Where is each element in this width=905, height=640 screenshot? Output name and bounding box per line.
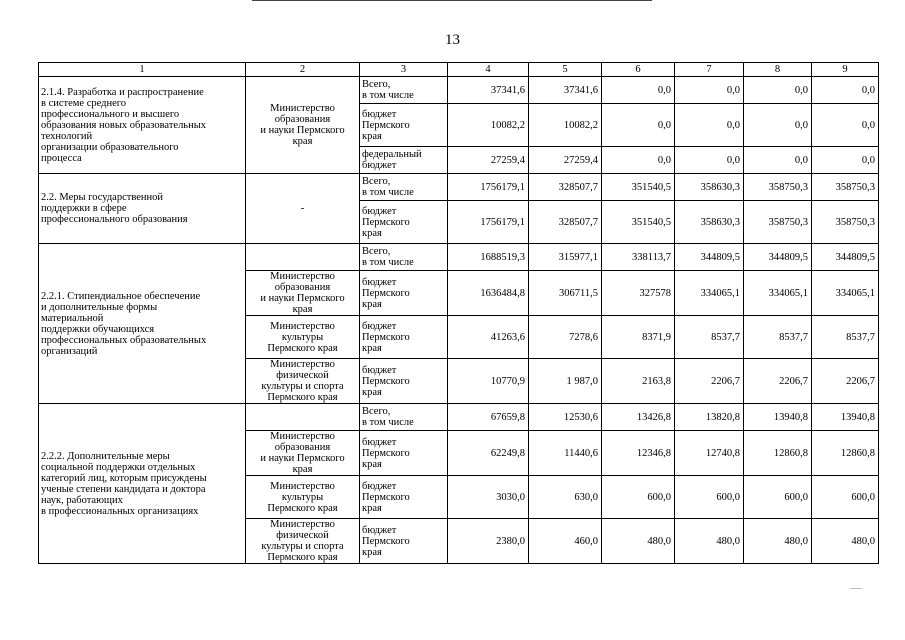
funding-source-line: в том числе — [362, 90, 414, 101]
amount-cell: 358750,3 — [744, 174, 812, 201]
ministry-line: - — [300, 203, 305, 214]
column-header: 6 — [602, 63, 675, 77]
ministry-line: культуры и спорта — [261, 381, 344, 392]
funding-source-line: Всего, — [362, 79, 391, 90]
amount-cell: 12860,8 — [812, 431, 879, 476]
measure-description-line: образования новых образовательных — [41, 119, 207, 131]
funding-source-line: в том числе — [362, 417, 414, 428]
funding-source-cell — [360, 359, 448, 404]
ministry-line: Пермского края — [267, 342, 338, 354]
amount-cell: 480,0 — [675, 519, 744, 564]
amount-cell: 13940,8 — [744, 404, 812, 431]
ministry-line: образования — [274, 442, 331, 453]
ministry-line: Министерство — [270, 359, 335, 370]
funding-source-line: края — [362, 458, 382, 470]
funding-source-cell — [360, 77, 448, 104]
amount-cell: 1756179,1 — [448, 174, 529, 201]
funding-source-line: бюджет — [362, 320, 397, 332]
amount-cell: 13820,8 — [675, 404, 744, 431]
amount-cell: 0,0 — [675, 147, 744, 174]
amount-cell: 600,0 — [675, 476, 744, 519]
column-header: 5 — [529, 63, 602, 77]
amount-cell: 358750,3 — [744, 201, 812, 244]
amount-cell: 1756179,1 — [448, 201, 529, 244]
amount-cell: 328507,7 — [529, 174, 602, 201]
funding-source-cell — [360, 147, 448, 174]
budget-table — [38, 62, 879, 564]
funding-source-line: Всего, — [362, 246, 391, 257]
column-header: 7 — [675, 63, 744, 77]
funding-source-line: Всего, — [362, 176, 391, 187]
measure-description-line: профессионального и высшего — [41, 108, 180, 120]
margin-mark — [850, 588, 862, 589]
ministry-line: Министерство — [270, 480, 335, 492]
column-header: 9 — [812, 63, 879, 77]
amount-cell: 0,0 — [812, 147, 879, 174]
amount-cell: 600,0 — [744, 476, 812, 519]
funding-source-line: бюджет — [362, 436, 397, 448]
amount-cell: 334065,1 — [675, 271, 744, 316]
amount-cell: 600,0 — [602, 476, 675, 519]
amount-cell: 13426,8 — [602, 404, 675, 431]
ministry-line: края — [292, 464, 313, 475]
amount-cell: 0,0 — [675, 104, 744, 147]
measure-description-line: 2.2. Меры государственной — [41, 192, 163, 203]
funding-source-line: Всего, — [362, 406, 391, 417]
amount-cell: 1 987,0 — [529, 359, 602, 404]
amount-cell: 358750,3 — [812, 174, 879, 201]
measure-description-line: процесса — [41, 152, 82, 164]
ministry-cell — [246, 244, 360, 271]
amount-cell: 0,0 — [675, 77, 744, 104]
ministry-cell — [246, 404, 360, 431]
funding-source-cell — [360, 104, 448, 147]
funding-source-line: в том числе — [362, 257, 414, 268]
amount-cell: 480,0 — [602, 519, 675, 564]
ministry-cell — [246, 519, 360, 564]
amount-cell: 2380,0 — [448, 519, 529, 564]
amount-cell: 0,0 — [602, 77, 675, 104]
amount-cell: 1636484,8 — [448, 271, 529, 316]
measure-description-line: поддержки обучающихся — [41, 323, 155, 335]
column-header: 8 — [744, 63, 812, 77]
amount-cell: 37341,6 — [529, 77, 602, 104]
measure-description-line: 2.2.1. Стипендиальное обеспечение — [41, 290, 201, 302]
table-row — [39, 404, 879, 431]
amount-cell: 8537,7 — [812, 316, 879, 359]
measure-description-line: технологий — [41, 130, 93, 142]
amount-cell: 334065,1 — [812, 271, 879, 316]
ministry-cell — [246, 431, 360, 476]
funding-source-cell — [360, 476, 448, 519]
funding-source-line: края — [362, 546, 382, 558]
ministry-cell — [246, 77, 360, 174]
measure-description-line: в системе среднего — [41, 97, 127, 109]
amount-cell: 27259,4 — [529, 147, 602, 174]
amount-cell: 351540,5 — [602, 201, 675, 244]
ministry-line: Министерство — [270, 519, 335, 530]
amount-cell: 327578 — [602, 271, 675, 316]
ministry-line: и науки Пермского — [260, 453, 345, 464]
amount-cell: 344809,5 — [675, 244, 744, 271]
amount-cell: 3030,0 — [448, 476, 529, 519]
amount-cell: 358630,3 — [675, 174, 744, 201]
amount-cell: 334065,1 — [744, 271, 812, 316]
ministry-line: Министерство — [270, 431, 335, 442]
measure-description-cell — [39, 77, 246, 174]
ministry-line: Министерство — [270, 271, 335, 282]
measure-description-line: в профессиональных организациях — [41, 505, 199, 517]
funding-source-cell — [360, 174, 448, 201]
funding-source-line: бюджет — [362, 160, 397, 171]
funding-source-line: Пермского — [362, 491, 410, 503]
measure-description-line: профессиональных образовательных — [41, 334, 207, 346]
measure-description-line: материальной — [41, 312, 104, 324]
funding-source-line: края — [362, 342, 382, 354]
funding-source-cell — [360, 431, 448, 476]
amount-cell: 12346,8 — [602, 431, 675, 476]
funding-source-cell — [360, 404, 448, 431]
ministry-line: культуры — [281, 491, 324, 503]
ministry-cell — [246, 174, 360, 244]
amount-cell: 358750,3 — [812, 201, 879, 244]
amount-cell: 0,0 — [602, 147, 675, 174]
amount-cell: 600,0 — [812, 476, 879, 519]
ministry-line: края — [292, 136, 313, 147]
ministry-line: и науки Пермского — [260, 293, 345, 304]
amount-cell: 2206,7 — [675, 359, 744, 404]
amount-cell: 480,0 — [744, 519, 812, 564]
table-row — [39, 77, 879, 104]
amount-cell: 1688519,3 — [448, 244, 529, 271]
table-header-row — [39, 63, 879, 77]
top-rule — [252, 0, 652, 1]
amount-cell: 306711,5 — [529, 271, 602, 316]
amount-cell: 37341,6 — [448, 77, 529, 104]
funding-source-line: края — [362, 298, 382, 310]
ministry-line: физической — [276, 370, 329, 381]
funding-source-line: Пермского — [362, 119, 410, 131]
measure-description-line: 2.2.2. Дополнительные меры — [41, 450, 170, 462]
ministry-line: культуры — [281, 331, 324, 343]
measure-description-cell — [39, 404, 246, 564]
amount-cell: 67659,8 — [448, 404, 529, 431]
ministry-line: образования — [274, 114, 331, 125]
amount-cell: 460,0 — [529, 519, 602, 564]
amount-cell: 8371,9 — [602, 316, 675, 359]
page-number: 13 — [445, 32, 460, 48]
funding-source-cell — [360, 519, 448, 564]
amount-cell: 630,0 — [529, 476, 602, 519]
amount-cell: 2206,7 — [744, 359, 812, 404]
amount-cell: 7278,6 — [529, 316, 602, 359]
amount-cell: 0,0 — [744, 104, 812, 147]
funding-source-line: бюджет — [362, 108, 397, 120]
measure-description-line: поддержки в сфере — [41, 203, 127, 214]
funding-source-line: Пермского — [362, 447, 410, 459]
measure-description-line: и дополнительные формы — [41, 301, 158, 313]
measure-description-line: социальной поддержки отдельных — [41, 461, 196, 473]
ministry-line: и науки Пермского — [260, 125, 345, 136]
amount-cell: 338113,7 — [602, 244, 675, 271]
table-body — [39, 63, 879, 564]
funding-source-line: Пермского — [362, 287, 410, 299]
table-row — [39, 174, 879, 201]
amount-cell: 12530,6 — [529, 404, 602, 431]
measure-description-line: профессионального образования — [41, 214, 188, 225]
funding-source-cell — [360, 201, 448, 244]
amount-cell: 8537,7 — [675, 316, 744, 359]
amount-cell: 2206,7 — [812, 359, 879, 404]
measure-description-line: ученые степени кандидата и доктора — [41, 483, 206, 495]
amount-cell: 8537,7 — [744, 316, 812, 359]
column-header: 3 — [360, 63, 448, 77]
amount-cell: 315977,1 — [529, 244, 602, 271]
amount-cell: 13940,8 — [812, 404, 879, 431]
amount-cell: 0,0 — [744, 77, 812, 104]
ministry-cell — [246, 476, 360, 519]
table-row — [39, 244, 879, 271]
ministry-line: Министерство — [270, 103, 335, 114]
ministry-line: Пермского края — [267, 552, 338, 563]
measure-description-line: категорий лиц, которым присуждены — [41, 472, 207, 484]
amount-cell: 10082,2 — [529, 104, 602, 147]
amount-cell: 358630,3 — [675, 201, 744, 244]
amount-cell: 0,0 — [744, 147, 812, 174]
ministry-line: образования — [274, 282, 331, 293]
funding-source-line: бюджет — [362, 480, 397, 492]
measure-description-line: организации образовательного — [41, 141, 179, 153]
amount-cell: 10082,2 — [448, 104, 529, 147]
amount-cell: 2163,8 — [602, 359, 675, 404]
amount-cell: 0,0 — [812, 104, 879, 147]
measure-description-line: 2.1.4. Разработка и распространение — [41, 86, 204, 98]
funding-source-cell — [360, 271, 448, 316]
amount-cell: 0,0 — [812, 77, 879, 104]
amount-cell: 41263,6 — [448, 316, 529, 359]
column-header: 4 — [448, 63, 529, 77]
funding-source-line: федеральный — [362, 149, 422, 160]
amount-cell: 12860,8 — [744, 431, 812, 476]
funding-source-line: края — [362, 386, 382, 398]
amount-cell: 62249,8 — [448, 431, 529, 476]
column-header: 1 — [39, 63, 246, 77]
ministry-line: Министерство — [270, 320, 335, 332]
ministry-cell — [246, 359, 360, 404]
amount-cell: 10770,9 — [448, 359, 529, 404]
ministry-cell — [246, 271, 360, 316]
funding-source-line: в том числе — [362, 187, 414, 198]
ministry-line: физической — [276, 530, 329, 541]
funding-source-line: Пермского — [362, 535, 410, 547]
funding-source-line: Пермского — [362, 331, 410, 343]
amount-cell: 12740,8 — [675, 431, 744, 476]
measure-description-cell — [39, 174, 246, 244]
ministry-line: Пермского края — [267, 392, 338, 403]
amount-cell: 344809,5 — [744, 244, 812, 271]
column-header: 2 — [246, 63, 360, 77]
funding-source-line: Пермского — [362, 216, 410, 228]
funding-source-line: бюджет — [362, 364, 397, 376]
amount-cell: 328507,7 — [529, 201, 602, 244]
ministry-cell — [246, 316, 360, 359]
ministry-line: края — [292, 304, 313, 315]
amount-cell: 351540,5 — [602, 174, 675, 201]
funding-source-cell — [360, 244, 448, 271]
funding-source-line: края — [362, 502, 382, 514]
amount-cell: 344809,5 — [812, 244, 879, 271]
funding-source-line: бюджет — [362, 276, 397, 288]
ministry-line: Пермского края — [267, 502, 338, 514]
measure-description-line: организаций — [41, 345, 98, 357]
amount-cell: 480,0 — [812, 519, 879, 564]
measure-description-cell — [39, 244, 246, 404]
funding-source-line: бюджет — [362, 205, 397, 217]
amount-cell: 27259,4 — [448, 147, 529, 174]
funding-source-cell — [360, 316, 448, 359]
funding-source-line: бюджет — [362, 524, 397, 536]
funding-source-line: края — [362, 130, 382, 142]
funding-source-line: Пермского — [362, 375, 410, 387]
amount-cell: 0,0 — [602, 104, 675, 147]
funding-source-line: края — [362, 227, 382, 239]
amount-cell: 11440,6 — [529, 431, 602, 476]
measure-description-line: наук, работающих — [41, 494, 123, 506]
ministry-line: культуры и спорта — [261, 541, 344, 552]
